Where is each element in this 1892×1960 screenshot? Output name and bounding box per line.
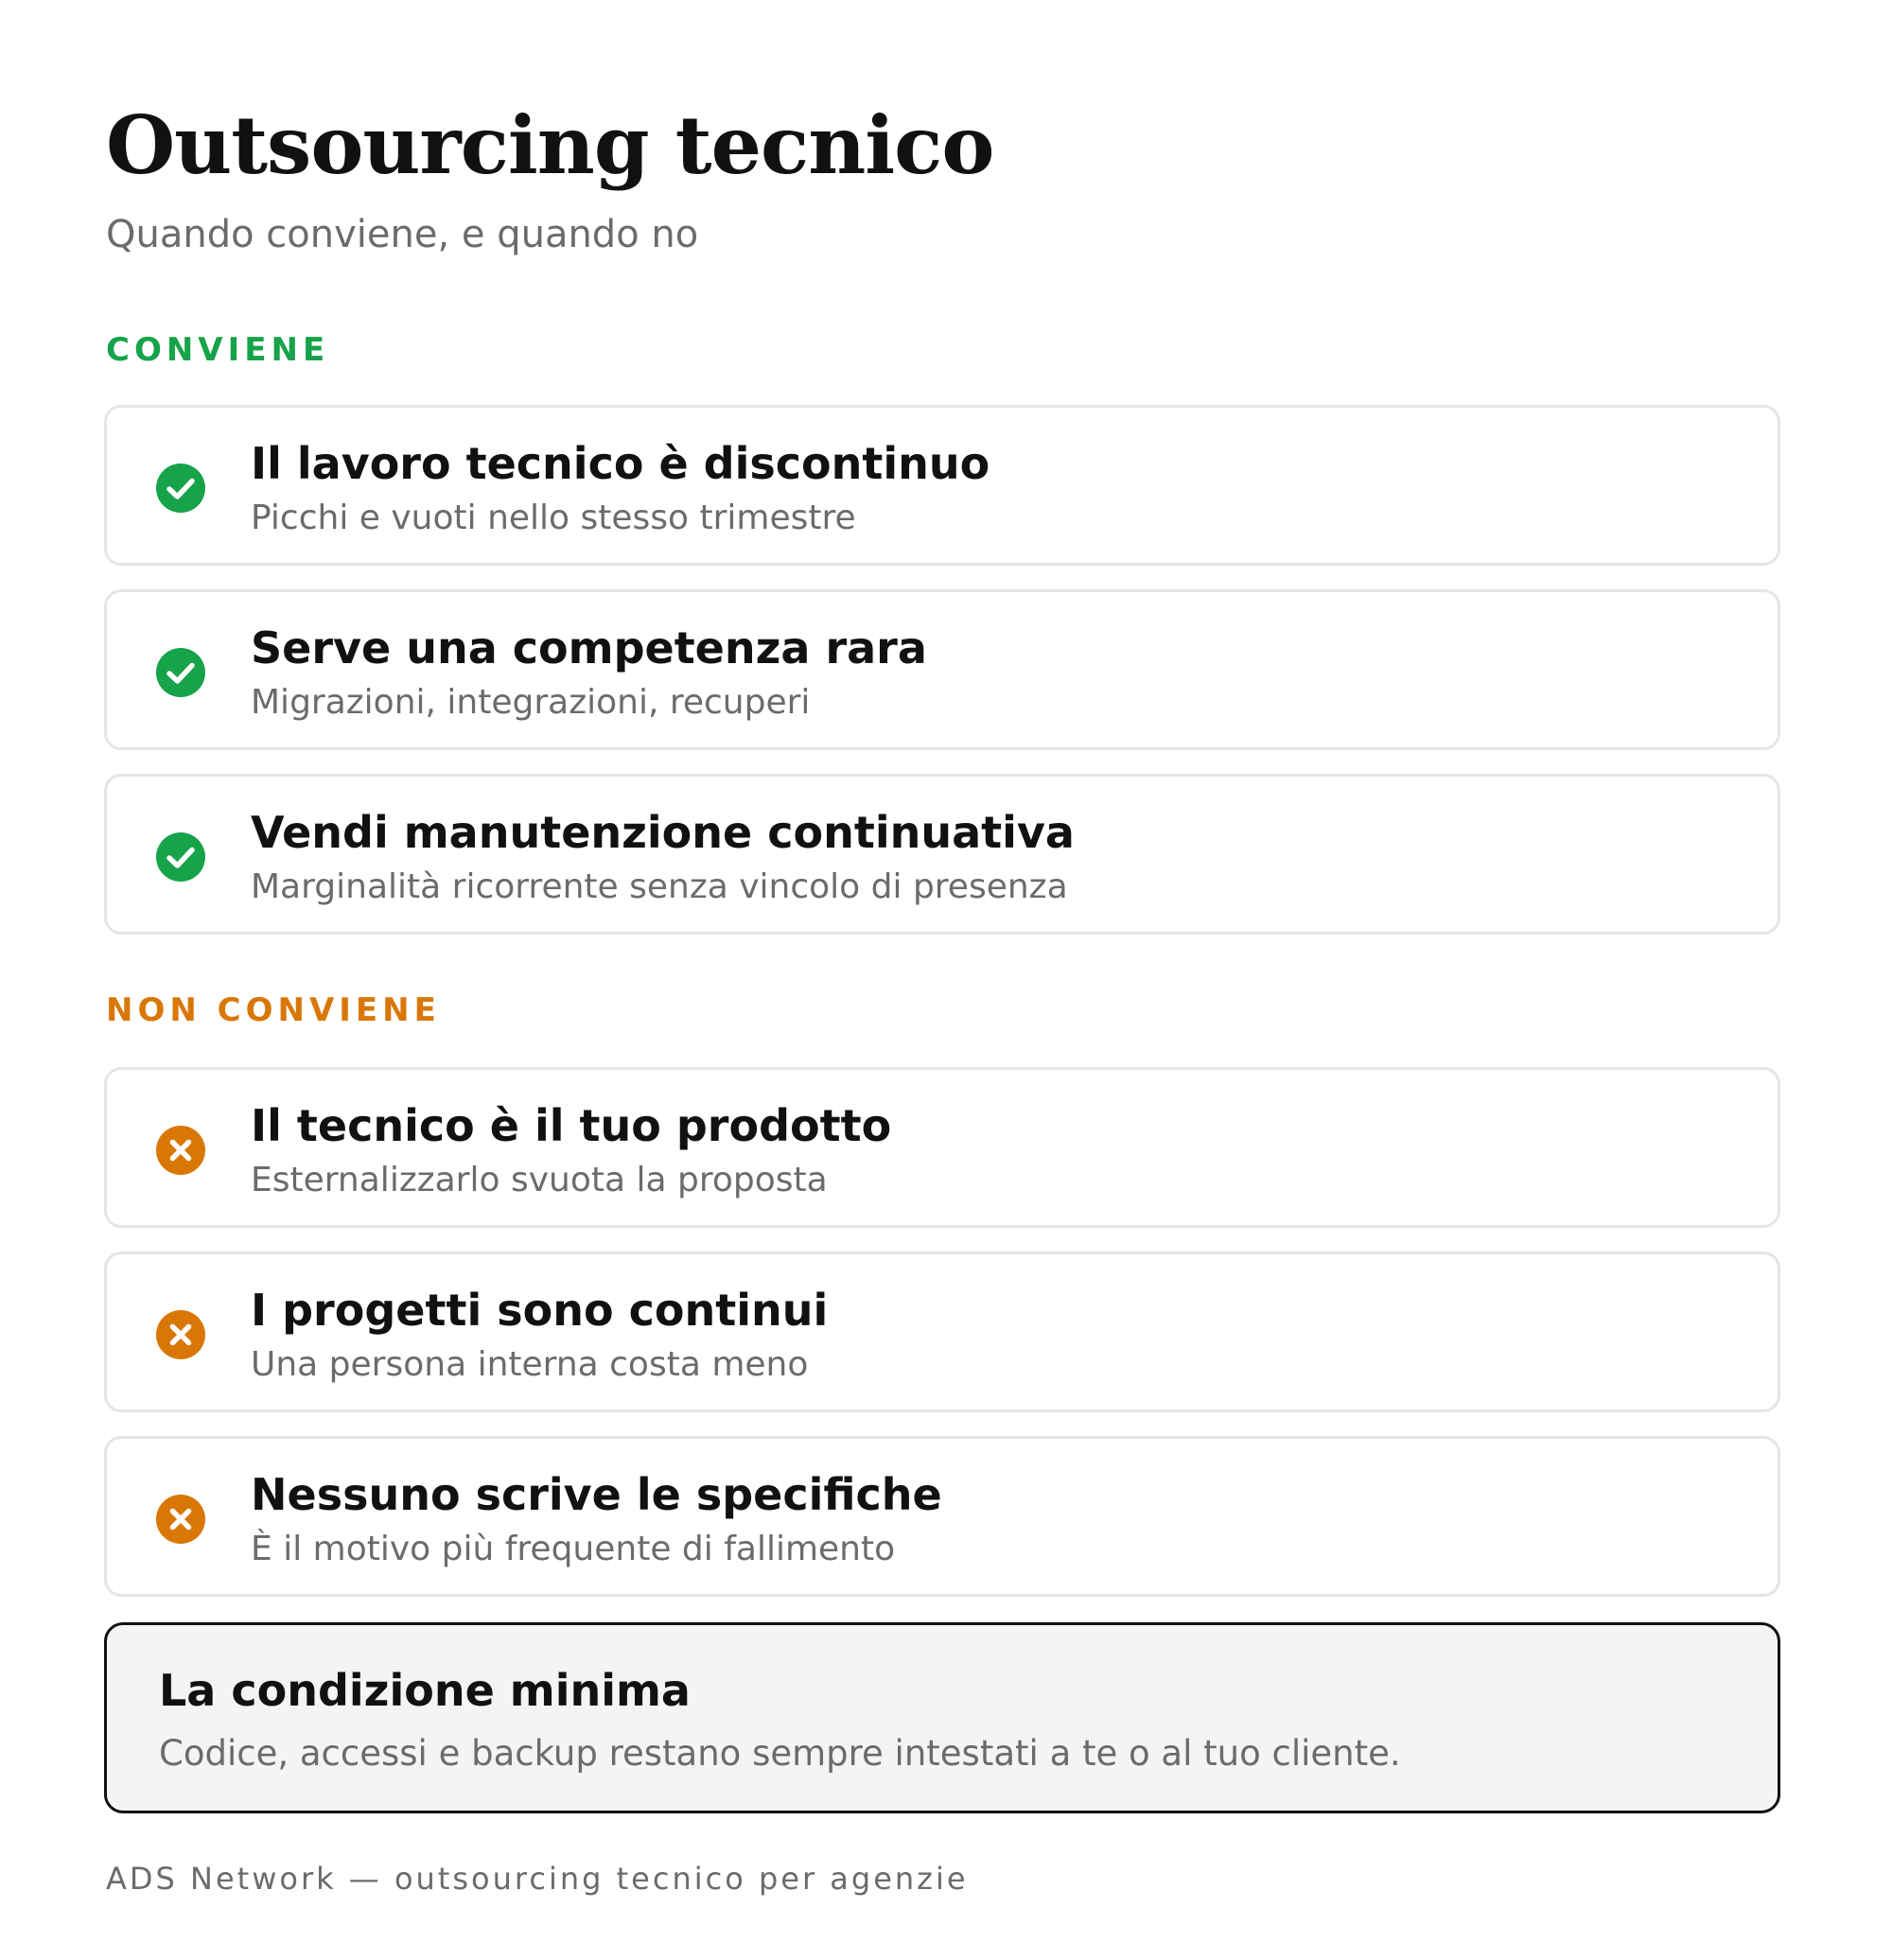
pro-card-title: Serve una competenza rara <box>251 622 927 674</box>
x-circle-icon <box>156 1495 205 1544</box>
pro-card <box>104 774 1780 935</box>
con-card-title: Nessuno scrive le specifiche <box>251 1469 942 1520</box>
con-card <box>104 1251 1780 1412</box>
x-circle-icon <box>156 1126 205 1175</box>
con-card-title: I progetti sono continui <box>251 1285 829 1336</box>
con-card-description: Una persona interna costa meno <box>251 1345 809 1384</box>
x-circle-icon <box>156 1310 205 1359</box>
page-title: Outsourcing tecnico <box>106 98 994 192</box>
con-card <box>104 1436 1780 1597</box>
callout-text: Codice, accessi e backup restano sempre intestati a te o al tuo cliente. <box>159 1733 1401 1774</box>
check-circle-icon <box>156 832 205 882</box>
con-card-description: Esternalizzarlo svuota la proposta <box>251 1161 828 1199</box>
section-label-non-conviene: NON CONVIENE <box>106 991 441 1029</box>
callout-title: La condizione minima <box>159 1665 691 1716</box>
footer-caption: ADS Network — outsourcing tecnico per agenzie <box>106 1861 969 1897</box>
minimum-condition-callout <box>104 1622 1780 1813</box>
check-circle-icon <box>156 648 205 697</box>
pro-card-title: Il lavoro tecnico è discontinuo <box>251 438 990 489</box>
pro-card-description: Marginalità ricorrente senza vincolo di presenza <box>251 867 1068 906</box>
con-card-description: È il motivo più frequente di fallimento <box>251 1530 896 1568</box>
con-card-title: Il tecnico è il tuo prodotto <box>251 1100 892 1151</box>
page-subtitle: Quando conviene, e quando no <box>106 213 699 256</box>
check-circle-icon <box>156 464 205 513</box>
pro-card <box>104 589 1780 750</box>
con-card <box>104 1067 1780 1228</box>
pro-card-title: Vendi manutenzione continuativa <box>251 807 1075 858</box>
pro-card-description: Migrazioni, integrazioni, recuperi <box>251 683 811 722</box>
pro-card <box>104 405 1780 566</box>
pro-card-description: Picchi e vuoti nello stesso trimestre <box>251 499 856 537</box>
section-label-conviene: CONVIENE <box>106 331 330 369</box>
